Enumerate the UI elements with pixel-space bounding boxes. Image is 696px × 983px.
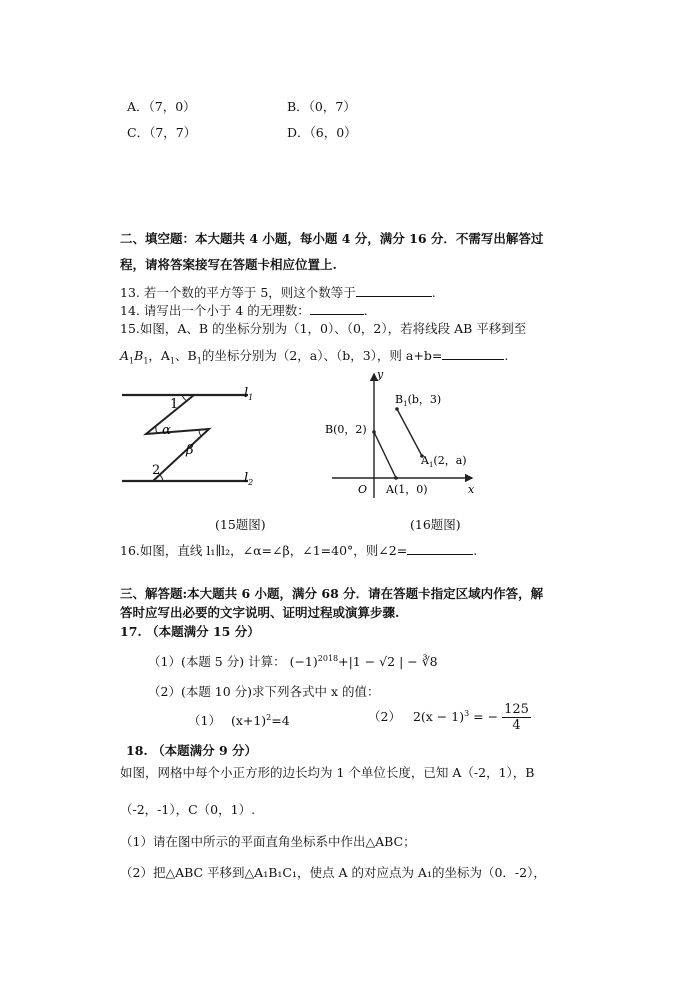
q17-eq2-expr: 2(x − 1) [412,709,465,724]
q17-eq2-label: （2） [368,709,401,724]
q15-b: B [134,348,144,363]
q16-answer-blank[interactable] [407,543,473,555]
question-18-title: 18. （本题满分 9 分） [126,743,258,758]
q15-d: 、B [175,348,197,363]
fig16-point-a [394,476,398,480]
q17-part1-expr: (−1) [289,654,318,669]
question-15-line1: 15.如图，A、B 的坐标分别为（1，0）、（0，2），若将线段 AB 平移到至 [120,321,527,336]
q17-eq2-numerator: 125 [504,702,529,717]
fig15-label-l2: $l_2$ [244,471,254,487]
q15-answer-blank[interactable] [442,348,504,360]
q17-eq1-expr: (x+1) [230,713,267,728]
fig15-label-beta: β [186,443,194,458]
fig16-label-x: x [468,483,475,496]
section3-heading-line1: 三、解答题:本大题共 6 小题，满分 68 分．请在答题卡指定区域内作答，解 [120,586,544,601]
fig16-label-a1: $A_1(2$，a) [421,454,467,469]
q14-answer-blank[interactable] [310,303,364,315]
q17-part1-label: （1）(本题 5 分) 计算： [148,654,286,669]
question-18-item1: （1）请在图中所示的平面直角坐标系中作出△ABC； [120,834,416,849]
question-17-title: 17. （本题满分 15 分） [120,624,260,639]
fig16-point-b1 [395,407,399,411]
question-18-item2: （2）把△ABC 平移到△A₁B₁C₁，使点 A 的对应点为 A₁的坐标为（0．-2）， [120,865,546,880]
option-c: C．（7，7） [127,125,197,140]
option-b: B．（0，7） [287,99,356,114]
fig16-label-b: B(0，2) [325,423,367,436]
fig16-label-origin: O [358,483,368,496]
q17-part1-exp: 2018 [317,653,339,663]
question-17-part2: （2）(本题 10 分)求下列各式中 x 的值： [148,684,380,699]
fig16-point-b [372,430,376,434]
figure-15 [116,382,266,494]
fig16-label-a: A(1，0) [386,483,428,496]
option-d: D．（6，0） [287,125,357,140]
question-18-line1: 如图，网格中每个小正方形的边长均为 1 个单位长度，已知 A（-2，1），B [120,765,535,780]
fig15-arc-alpha [156,426,157,433]
option-a: A．（7，0） [127,99,196,114]
q15-a: A [120,348,130,363]
q15-sub: 1 [143,356,149,366]
q17-eq2-fraction [502,702,531,733]
q14-end: . [363,303,368,318]
q13-end: . [431,285,436,300]
fig16-segment-a1b1 [397,409,422,456]
q15-end: . [504,348,509,363]
question-15-line2 [120,346,508,366]
q16-text: 16.如图，直线 l₁∥l₂，∠α=∠β，∠1=40°，则∠2= [120,543,408,558]
q15-c: ，A [148,348,170,363]
question-16 [120,541,477,559]
q15-e: 的坐标分别为（2，a）、（b，3），则 a+b= [201,348,443,363]
question-17-eq2 [368,702,531,733]
q17-eq2-rest: = − [473,709,499,724]
q15-sub: 1 [169,356,176,366]
q17-eq2-denominator: 4 [512,718,521,733]
q17-eq1-exp: 2 [266,712,272,722]
section2-heading-line1: 二、填空题：本大题共 4 小题，每小题 4 分，满分 16 分．不需写出解答过 [120,231,544,246]
section2-heading-line2: 程，请将答案接写在答题卡相应位置上. [120,257,337,272]
figure-16 [318,366,480,506]
question-18-line2: （-2，-1），C（0，1）. [120,802,256,817]
q17-eq1-label: （1） [188,713,221,728]
q14-text: 14. 请写出一个小于 4 的无理数： [120,303,310,318]
q17-part1-rest: +|1 − √2 | − ∛8 [338,654,438,669]
section3-heading-line2: 答时应写出必要的文字说明、证明过程或演算步骤. [120,605,400,620]
q13-text: 13. 若一个数的平方等于 5，则这个数等于 [120,285,356,300]
q16-end: . [473,543,478,558]
q15-sub: 1 [129,356,135,366]
question-17-part1 [148,652,438,670]
figure-16-caption: (16题图) [410,517,461,532]
q13-answer-blank[interactable] [356,285,432,297]
fig15-label-2: 2 [152,463,161,478]
fig15-label-1: 1 [170,397,179,412]
fig16-segment-ab [374,432,396,478]
question-14 [120,301,368,319]
fig15-label-alpha: α [162,423,171,438]
q15-sub: 1 [196,356,202,366]
fig16-label-b1: $B_1(b$，3) [395,393,442,408]
fig15-arc-beta [199,430,201,436]
q17-eq2-exp: 3 [464,708,470,718]
fig15-label-l1: $l_1$ [244,386,254,402]
question-13 [120,283,436,301]
figure-15-caption: (15题图) [215,517,266,532]
fig16-label-y: y [377,368,384,381]
q17-eq1-rest: =4 [271,713,290,728]
question-17-eq1 [188,711,290,729]
